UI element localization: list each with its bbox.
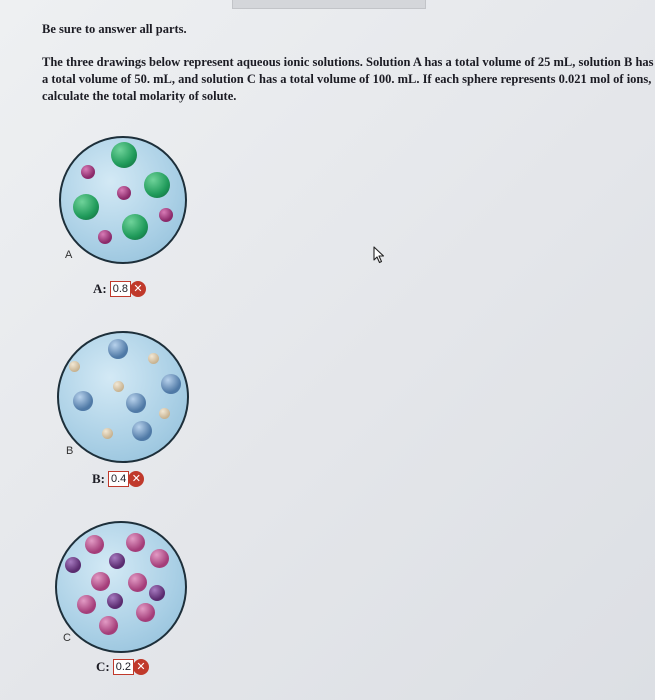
- cation-sphere: [161, 374, 181, 394]
- cation-sphere: [159, 208, 173, 222]
- beaker-label: B: [66, 445, 74, 457]
- anion-sphere: [99, 616, 118, 635]
- solution-c-beaker: [55, 521, 187, 653]
- wrong-icon: ✕: [133, 659, 149, 675]
- anion-sphere: [69, 361, 80, 372]
- answer-row-c: [96, 659, 149, 675]
- cation-sphere: [126, 393, 146, 413]
- cation-sphere: [107, 593, 123, 609]
- solution-b-beaker: [57, 331, 189, 463]
- cation-sphere: [108, 339, 128, 359]
- anion-sphere: [113, 381, 124, 392]
- answer-row-a: [93, 281, 146, 297]
- cation-sphere: [73, 391, 93, 411]
- cation-sphere: [98, 230, 112, 244]
- beaker-label: C: [63, 632, 71, 644]
- anion-sphere: [128, 573, 147, 592]
- anion-sphere: [85, 535, 104, 554]
- anion-sphere: [73, 194, 99, 220]
- anion-sphere: [77, 595, 96, 614]
- beaker-label: A: [65, 249, 73, 261]
- cation-sphere: [132, 421, 152, 441]
- cation-sphere: [109, 553, 125, 569]
- anion-sphere: [126, 533, 145, 552]
- anion-sphere: [122, 214, 148, 240]
- cation-sphere: [81, 165, 95, 179]
- instruction-text: Be sure to answer all parts.: [42, 22, 187, 36]
- cation-sphere: [65, 557, 81, 573]
- anion-sphere: [148, 353, 159, 364]
- cursor-arrow-icon: [371, 246, 387, 264]
- anion-sphere: [150, 549, 169, 568]
- answer-row-b: [92, 471, 144, 487]
- answer-input-a[interactable]: 0.8: [110, 281, 131, 297]
- answer-label: B:: [92, 471, 105, 486]
- anion-sphere: [159, 408, 170, 419]
- cation-sphere: [117, 186, 131, 200]
- wrong-icon: ✕: [128, 471, 144, 487]
- question-text: The three drawings below represent aqueous ionic solutions. Solution A has a total volume of 25 mL, solution B has a total volume of 50. mL, and solution C has a total volume of 100. mL. If each sphere represents 0.021 mol of ions, calculate the total molarity of solute.: [42, 55, 654, 103]
- wrong-icon: ✕: [130, 281, 146, 297]
- answer-label: C:: [96, 659, 110, 674]
- anion-sphere: [91, 572, 110, 591]
- answer-label: A:: [93, 281, 107, 296]
- anion-sphere: [102, 428, 113, 439]
- cation-sphere: [149, 585, 165, 601]
- solution-a-beaker: [59, 136, 187, 264]
- top-scroll-tab: [232, 0, 426, 9]
- anion-sphere: [136, 603, 155, 622]
- answer-input-c[interactable]: 0.2: [113, 659, 134, 675]
- anion-sphere: [144, 172, 170, 198]
- anion-sphere: [111, 142, 137, 168]
- answer-input-b[interactable]: 0.4: [108, 471, 129, 487]
